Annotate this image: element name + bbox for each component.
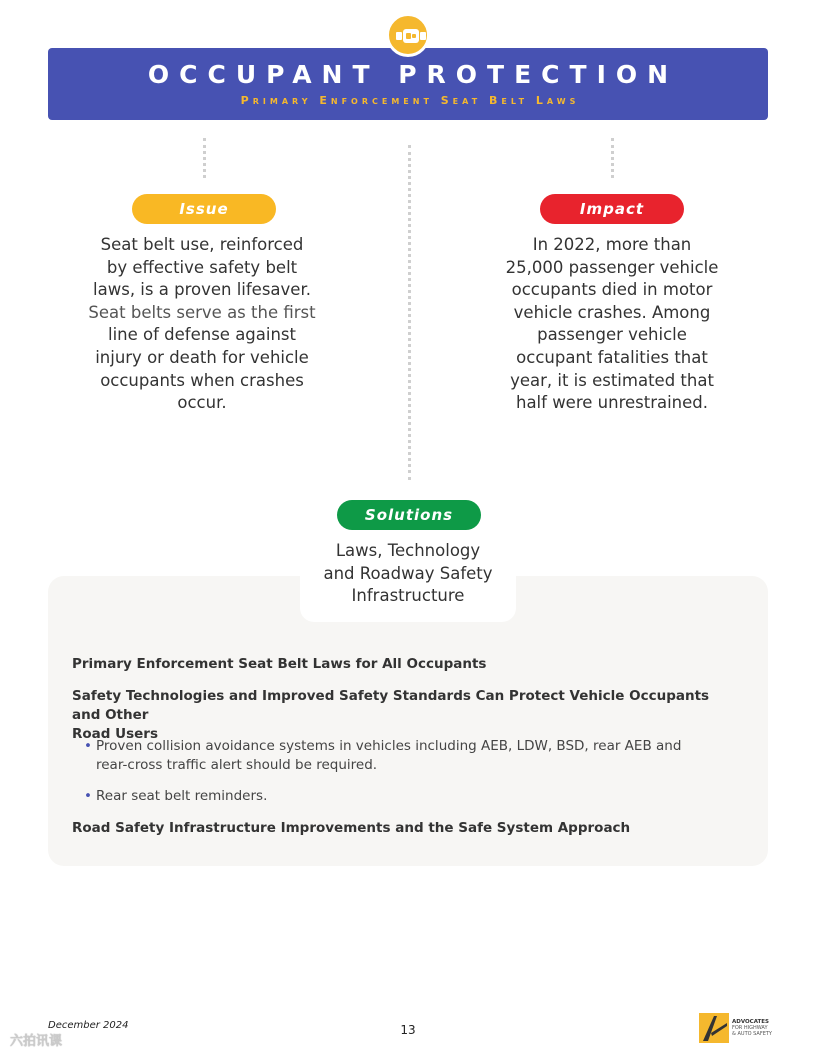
heading-line: Road Users [72, 726, 158, 742]
issue-text [82, 234, 322, 415]
impact-line: passenger vehicle [537, 325, 687, 345]
impact-pill: Impact [540, 194, 684, 224]
logo-line: FOR HIGHWAY [732, 1025, 768, 1031]
impact-text [492, 234, 732, 415]
solutions-line: Laws, Technology [335, 541, 481, 560]
issue-line: occur. [177, 393, 227, 413]
logo-line: ADVOCATES [732, 1019, 769, 1025]
issue-line: Seat belts serve as the first [88, 302, 316, 322]
center-connector [408, 145, 411, 480]
bullet-collision-avoidance [84, 737, 704, 775]
impact-line: In 2022, more than [532, 235, 692, 254]
impact-line: half were unrestrained. [515, 393, 709, 413]
impact-line: occupant fatalities that [516, 347, 708, 367]
bullet-line: Proven collision avoidance systems in vehicles including AEB, LDW, BSD, rear AEB and [96, 738, 682, 754]
page-subtitle: Primary Enforcement Seat Belt Laws [240, 94, 580, 107]
issue-line: by effective safety belt [106, 257, 298, 277]
impact-line: vehicle crashes. Among [513, 302, 711, 322]
impact-connector [611, 138, 614, 178]
impact-line: occupants died in motor [511, 280, 713, 300]
issue-connector [203, 138, 206, 178]
solutions-line: Infrastructure [351, 586, 465, 606]
bullet-line: rear-cross traffic alert should be required. [96, 757, 378, 773]
header-banner [48, 48, 768, 120]
issue-line: line of defense against [107, 325, 296, 345]
impact-line: 25,000 passenger vehicle [505, 257, 719, 277]
solutions-pill: Solutions [337, 500, 481, 530]
advocates-logo-text [732, 1019, 772, 1037]
heading-road-safety-infrastructure: Road Safety Infrastructure Improvements and the Safe System Approach [72, 820, 631, 836]
solutions-text [300, 540, 516, 608]
logo-line: & AUTO SAFETY [732, 1031, 772, 1037]
impact-line: year, it is estimated that [510, 370, 714, 390]
advocates-logo-icon [699, 1013, 729, 1043]
bullet-dot: • [84, 738, 92, 754]
heading-safety-technologies [72, 687, 732, 744]
heading-seat-belt-laws: Primary Enforcement Seat Belt Laws for All Occupants [72, 656, 487, 672]
issue-line: occupants when crashes [100, 370, 304, 390]
issue-line: laws, is a proven lifesaver. [93, 280, 311, 300]
page-title: OCCUPANT PROTECTION [147, 60, 679, 89]
issue-line: Seat belt use, reinforced [100, 235, 304, 254]
footer-date: December 2024 [48, 1020, 129, 1031]
bullet-dot: • [84, 788, 92, 804]
bullet-rear-seat-belt [84, 787, 704, 806]
issue-line: injury or death for vehicle [95, 347, 309, 367]
page-number: 13 [400, 1023, 416, 1037]
bullet-line: Rear seat belt reminders. [96, 788, 268, 804]
solutions-line: and Roadway Safety [323, 563, 493, 583]
heading-line: Safety Technologies and Improved Safety Standards Can Protect Vehicle Occupants and Other [72, 688, 710, 723]
issue-pill: Issue [132, 194, 276, 224]
seat-belt-buckle-icon [386, 13, 430, 57]
watermark: 六拍讯课 [10, 1034, 63, 1049]
